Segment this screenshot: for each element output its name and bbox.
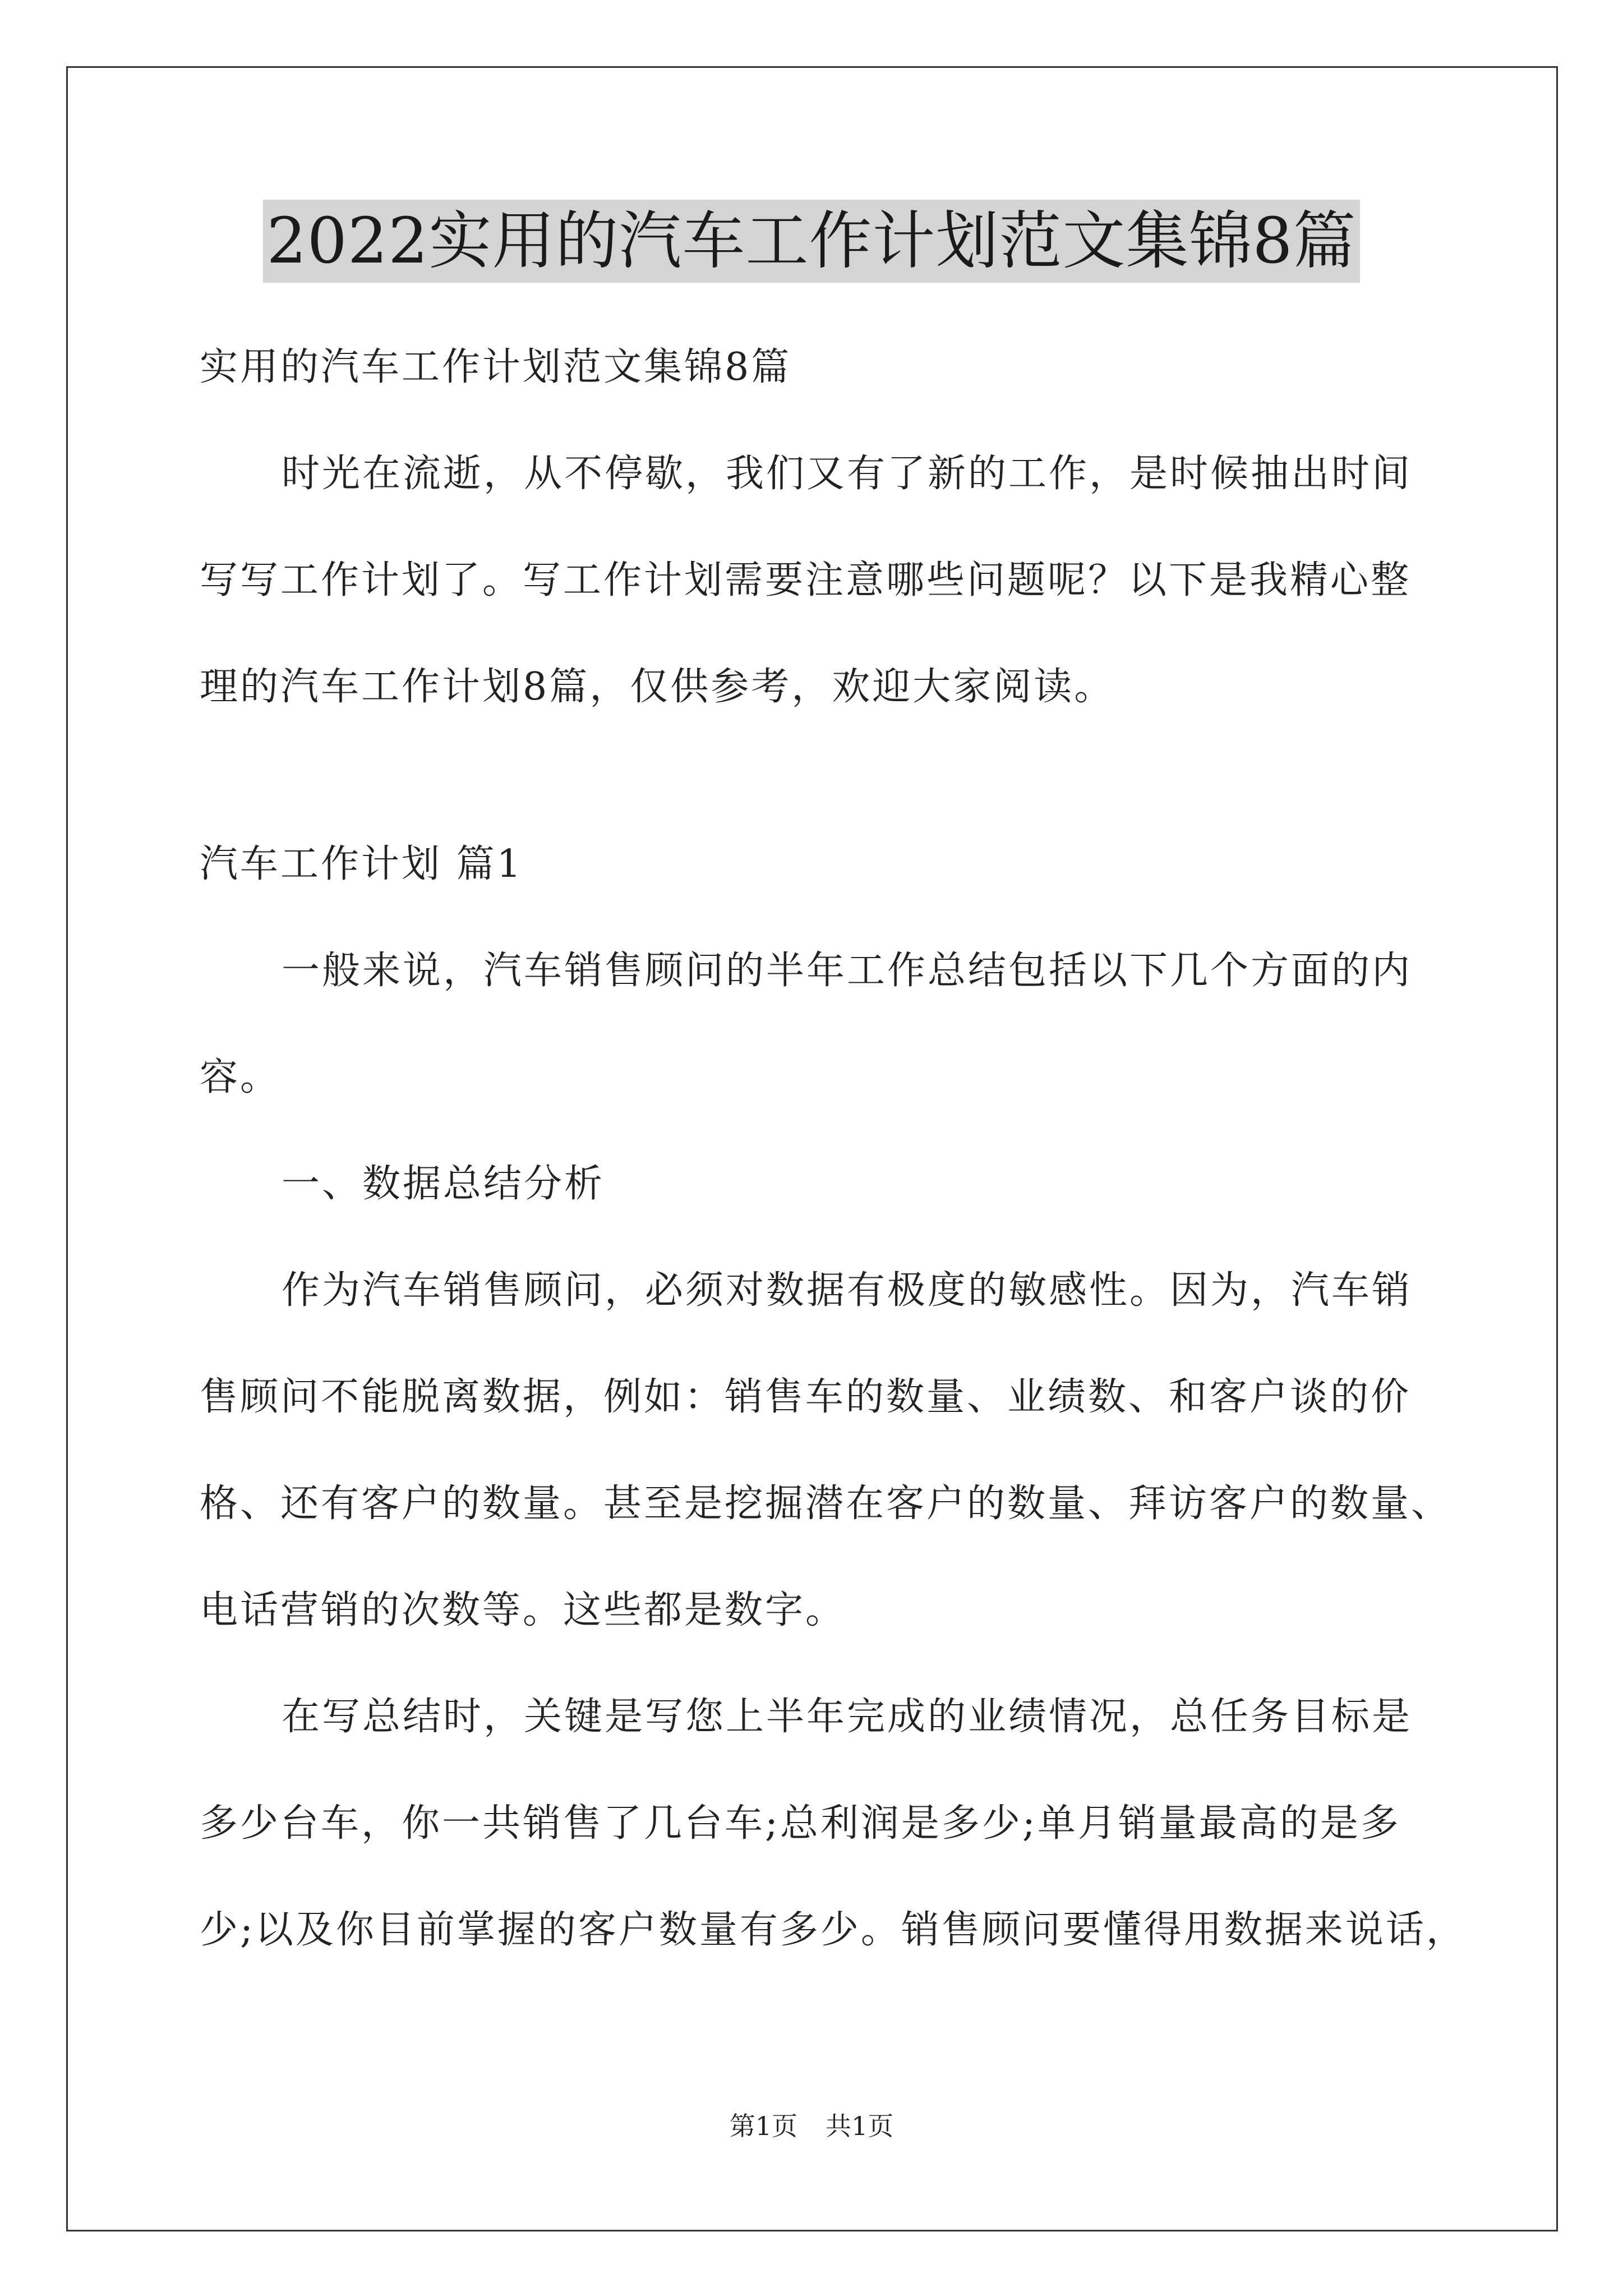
text-line: 容。 — [200, 1055, 281, 1099]
text-line: 一、数据总结分析 — [282, 1162, 605, 1206]
text-line: 一般来说，汽车销售顾问的半年工作总结包括以下几个方面的内 — [282, 949, 1413, 993]
document-title: 2022实用的汽车工作计划范文集锦8篇 — [263, 200, 1359, 283]
text-line: 在写总结时，关键是写您上半年完成的业绩情况，总任务目标是 — [282, 1695, 1413, 1739]
page-total: 共1页 — [826, 2111, 894, 2141]
page-number: 第1页 — [729, 2111, 797, 2141]
text-line: 写写工作计划了。写工作计划需要注意哪些问题呢？以下是我精心整 — [200, 558, 1412, 602]
title-block — [0, 200, 1623, 283]
text-line: 多少台车，你一共销售了几台车;总利润是多少;单月销量最高的是多 — [200, 1801, 1401, 1846]
page-footer — [0, 2109, 1623, 2143]
text-line: 汽车工作计划 篇1 — [200, 842, 523, 886]
text-line: 售顾问不能脱离数据，例如：销售车的数量、业绩数、和客户谈的价 — [200, 1375, 1412, 1419]
text-line: 理的汽车工作计划8篇，仅供参考，欢迎大家阅读。 — [200, 665, 1115, 709]
text-line: 实用的汽车工作计划范文集锦8篇 — [200, 345, 792, 389]
text-line: 少;以及你目前掌握的客户数量有多少。销售顾问要懂得用数据来说话， — [200, 1908, 1467, 1952]
text-line: 格、还有客户的数量。甚至是挖掘潜在客户的数量、拜访客户的数量、 — [200, 1481, 1452, 1526]
text-line: 电话营销的次数等。这些都是数字。 — [200, 1588, 846, 1632]
text-line: 作为汽车销售顾问，必须对数据有极度的敏感性。因为，汽车销 — [282, 1268, 1413, 1313]
document-body — [200, 314, 1467, 1984]
text-line: 时光在流逝，从不停歇，我们又有了新的工作，是时候抽出时间 — [282, 452, 1413, 496]
section-gap — [200, 740, 1467, 811]
